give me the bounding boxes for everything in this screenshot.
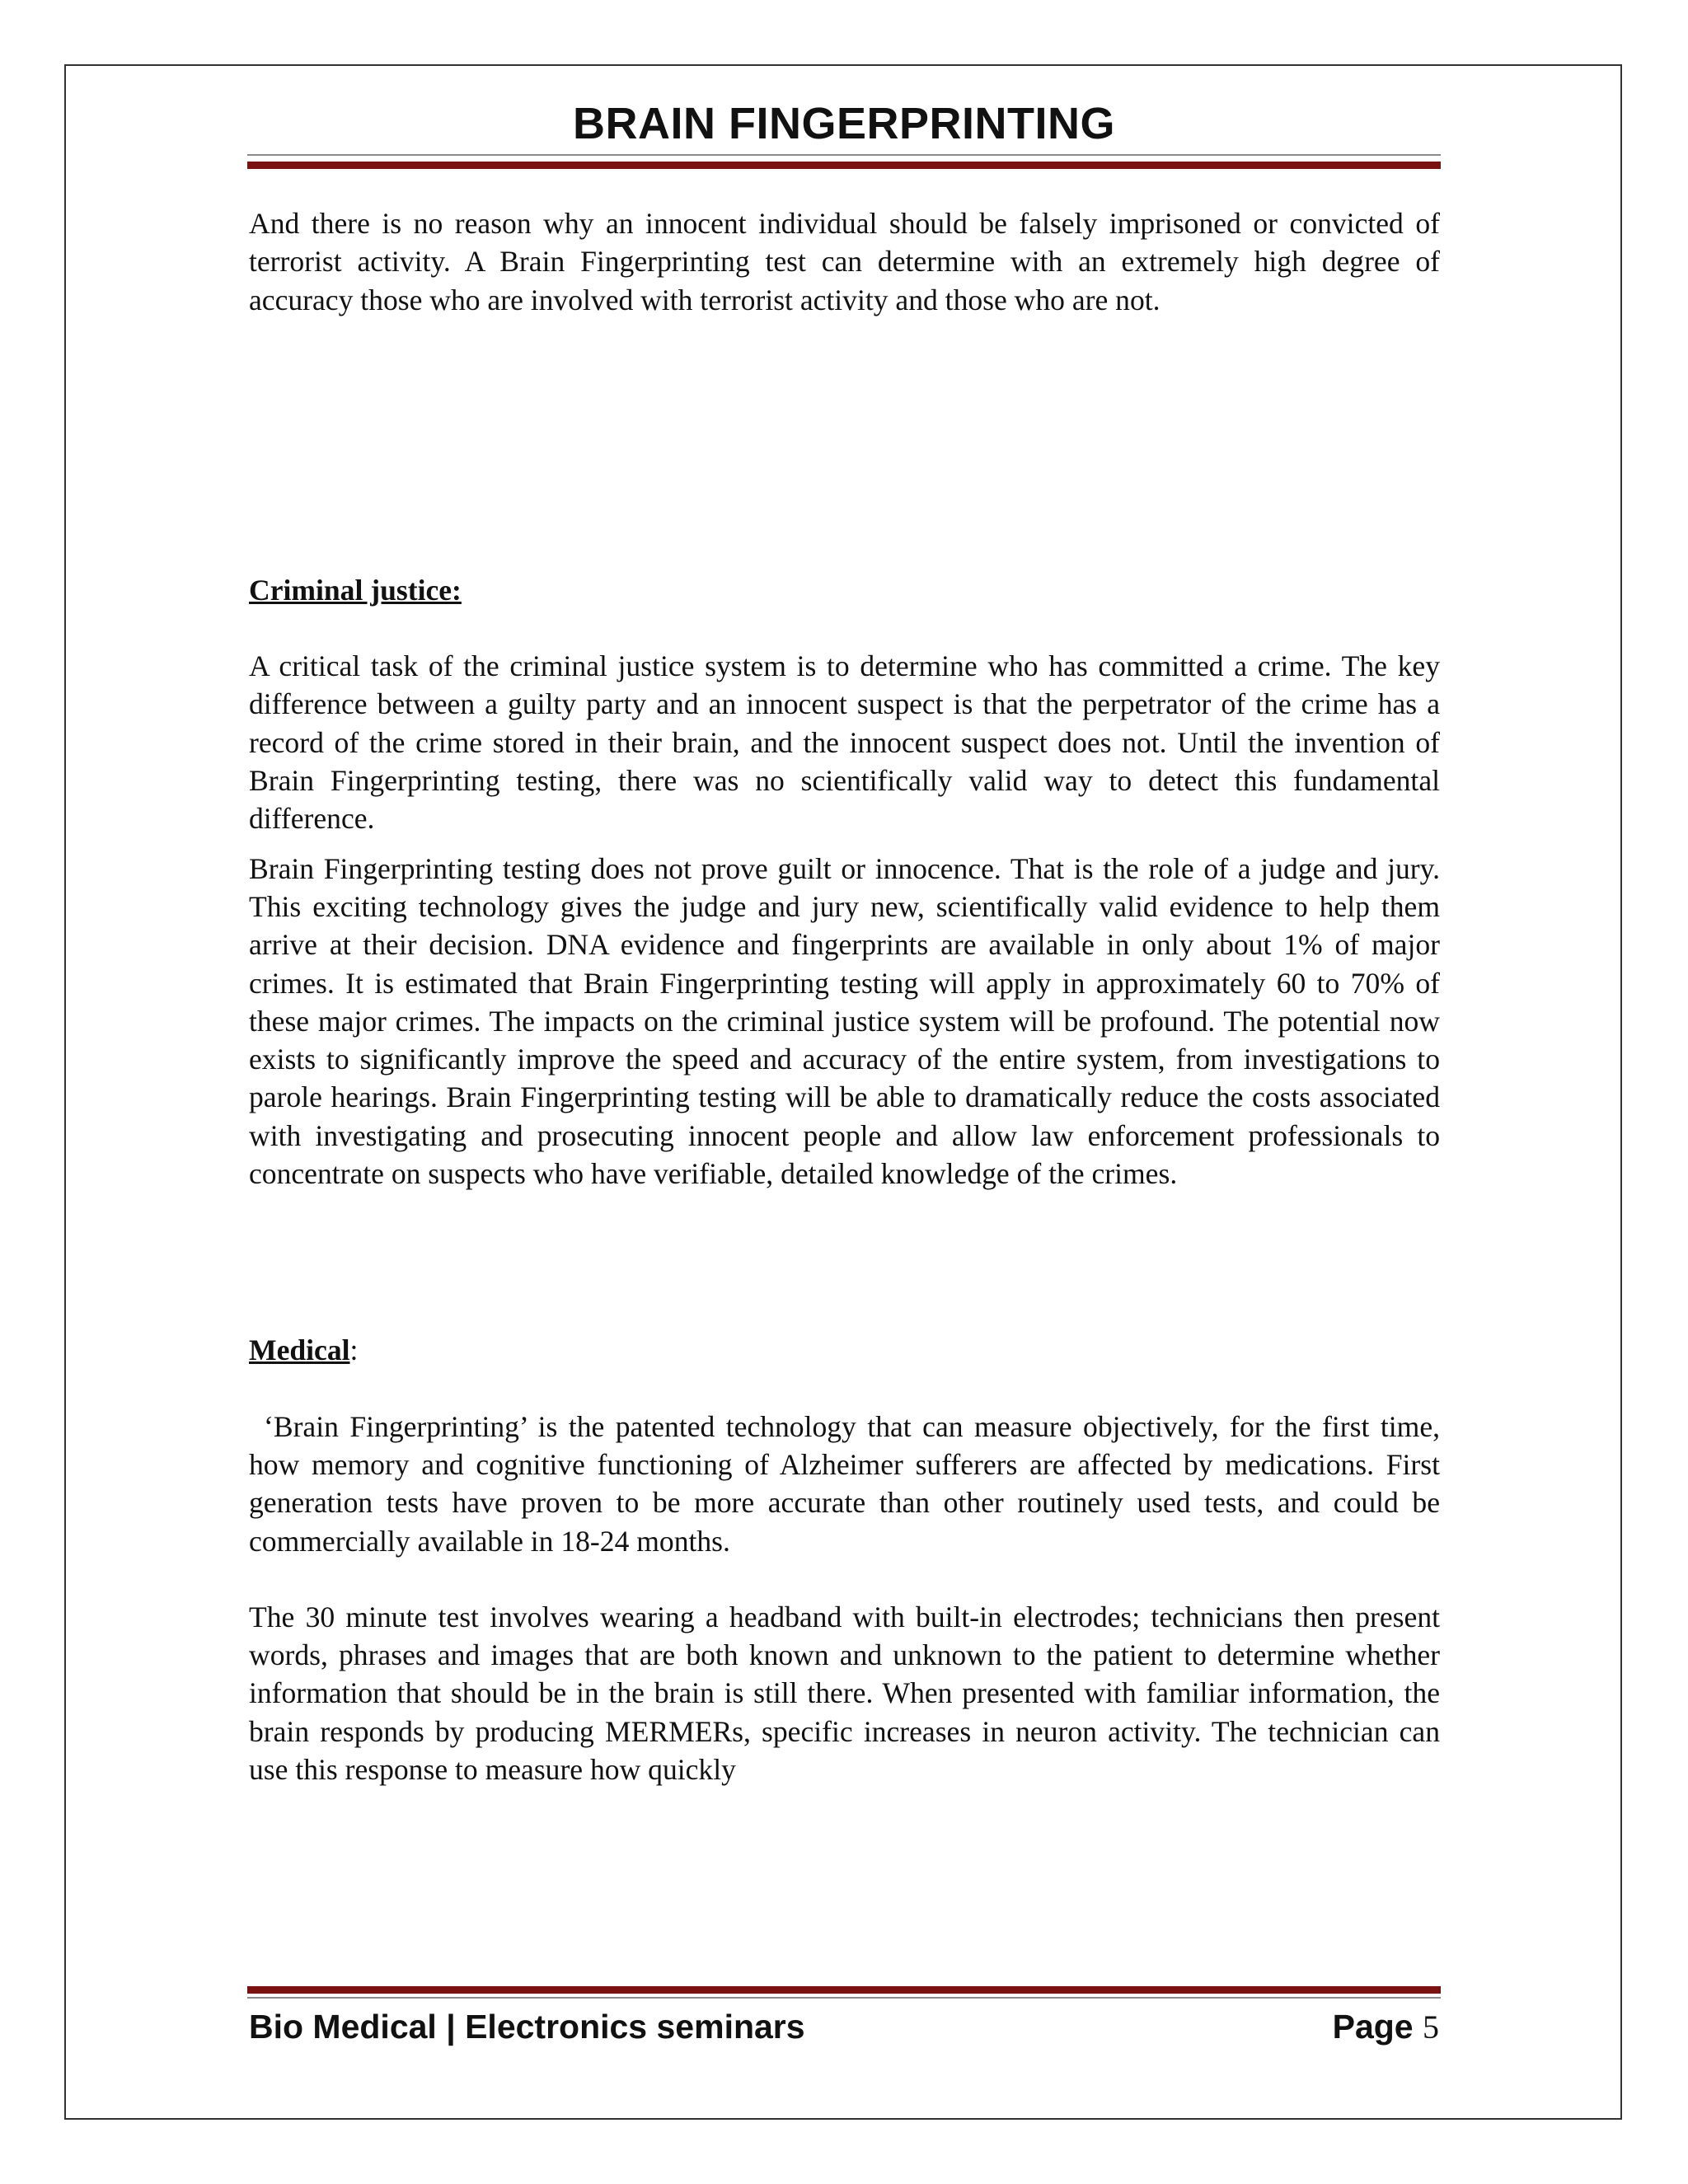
footer-seminar-label: Bio Medical | Electronics seminars <box>249 2008 805 2046</box>
criminal-justice-heading-text: Criminal justice: <box>249 573 462 607</box>
header-thin-rule <box>247 154 1441 156</box>
document-body <box>249 204 1440 1788</box>
footer-thin-rule <box>247 1997 1441 1999</box>
medical-heading-colon: : <box>349 1333 359 1367</box>
criminal-justice-paragraph-2: Brain Fingerprinting testing does not prove guilt or innocence. That is the role of a judge and jury. This exciting technology gives the judge and jury new, scientifically valid evidence to help them arrive at their decision. DNA evidence and fingerprints are available in only about 1% of major crimes. It is estimated that Brain Fingerprinting testing will apply in approximately 60 to 70% of these major crimes. The impacts on the criminal justice system will be profound. The potential now exists to significantly improve the speed and accuracy of the entire system, from investigations to parole hearings. Brain Fingerprinting testing will be able to dramatically reduce the costs associated with investigating and prosecuting innocent people and allow law enforcement professionals to concentrate on suspects who have verifiable, detailed knowledge of the crimes. <box>249 851 1440 1191</box>
criminal-justice-heading <box>249 571 1440 609</box>
intro-paragraph: And there is no reason why an innocent individual should be falsely imprisoned or convicted of terrorist activity. A Brain Fingerprinting test can determine with an extremely high degree of accuracy those who are involved with terrorist activity and those who are not. <box>249 207 1440 316</box>
medical-paragraph-2: The 30 minute test involves wearing a headband with built-in electrodes; technicians then present words, phrases and images that are both known and unknown to the patient to determine whether information that should be in the brain is still there. When presented with familiar information, the brain responds by producing MERMERs, specific increases in neuron activity. The technician can use this response to measure how quickly <box>249 1600 1440 1787</box>
header-accent-rule <box>247 162 1441 169</box>
medical-paragraph-1: ‘Brain Fingerprinting’ is the patented technology that can measure objectively, for the first time, how memory and cognitive functioning of Alzheimer sufferers are affected by medications. First generation tests have proven to be more accurate than other routinely used tests, and could be commercially available in 18-24 months. <box>249 1409 1440 1558</box>
footer-page-number: 5 <box>1423 2008 1439 2046</box>
footer-accent-rule <box>247 1986 1441 1994</box>
medical-heading <box>249 1331 1440 1369</box>
footer-page-label: Page <box>1332 2008 1414 2046</box>
page-header-title: BRAIN FINGERPRINTING <box>573 99 1115 148</box>
medical-heading-text: Medical <box>249 1333 350 1367</box>
criminal-justice-paragraph-1: A critical task of the criminal justice system is to determine who has committed a crime. The key difference between a guilty party and an innocent suspect is that the perpetrator of the crime has a record of the crime stored in their brain, and the innocent suspect does not. Until the invention of Brain Fingerprinting testing, there was no scientifically valid way to detect this fundamental difference. <box>249 649 1440 836</box>
footer-page-indicator <box>1333 2006 1439 2048</box>
